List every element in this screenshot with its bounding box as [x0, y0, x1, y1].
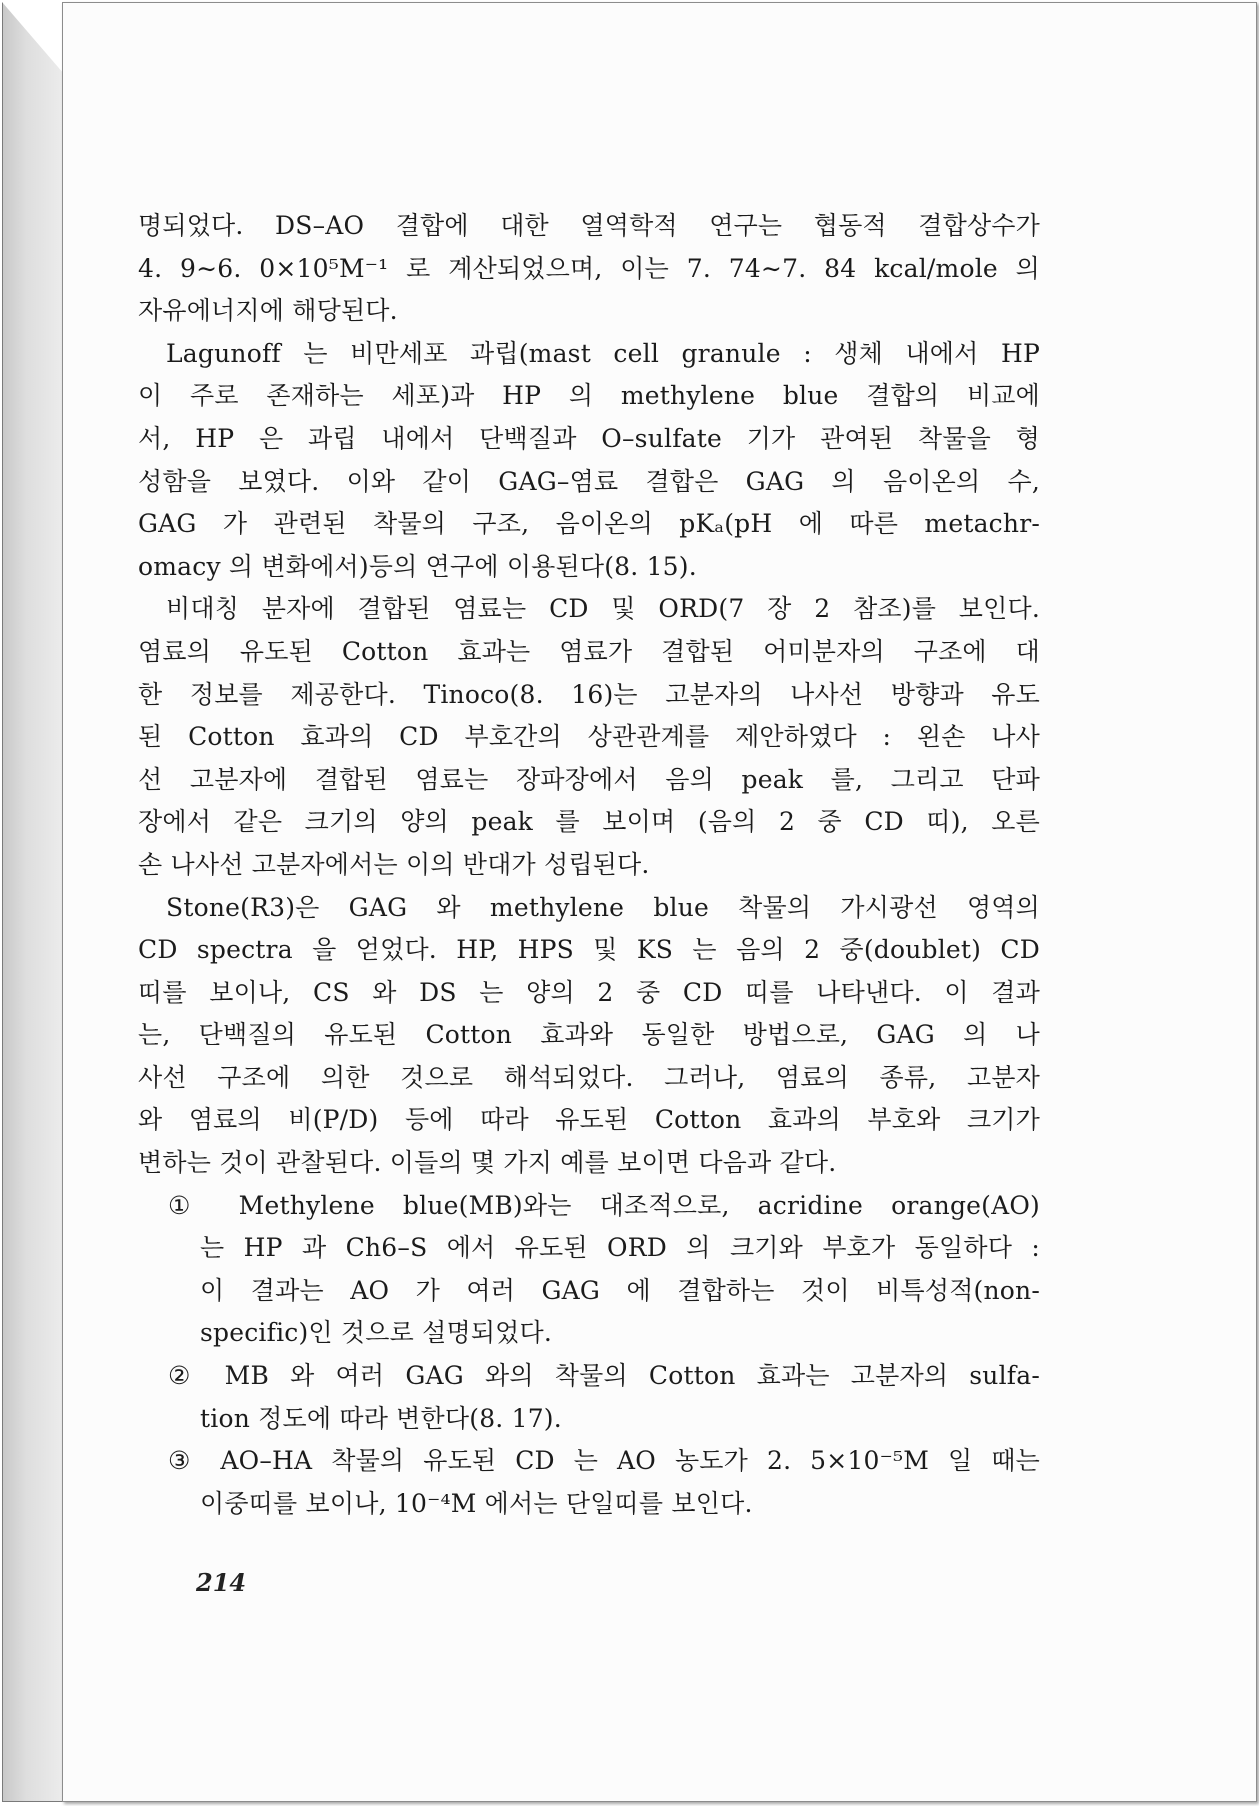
text-line: Stone(R3)은 GAG 와 methylene blue 착물의 가시광선 영역의: [166, 892, 1040, 922]
text-line: CD spectra 을 얻었다. HP, HPS 및 KS 는 음의 2 중(doublet) CD: [138, 935, 1040, 965]
page-number: 214: [196, 1568, 247, 1597]
text-line: 한 정보를 제공한다. Tinoco(8. 16)는 고분자의 나사선 방향과 유도: [138, 679, 1040, 709]
text-line: ② MB 와 여러 GAG 와의 착물의 Cotton 효과는 고분자의 sulfa-: [168, 1361, 1040, 1391]
text-line: 선 고분자에 결합된 염료는 장파장에서 음의 peak 를, 그리고 단파: [138, 764, 1040, 794]
text-line: 4. 9∼6. 0×10⁵M⁻¹ 로 계산되었으며, 이는 7. 74∼7. 84 kcal/mole 의: [138, 253, 1040, 283]
text-line: 성함을 보였다. 이와 같이 GAG–염료 결합은 GAG 의 음이온의 수,: [138, 466, 1040, 496]
text-line: 이 결과는 AO 가 여러 GAG 에 결합하는 것이 비특성적(non-: [200, 1275, 1040, 1305]
text-line: GAG 가 관련된 착물의 구조, 음이온의 pKₐ(pH 에 따른 metachr-: [138, 509, 1040, 539]
text-line: 이중띠를 보이나, 10⁻⁴M 에서는 단일띠를 보인다.: [200, 1488, 753, 1518]
text-line: Lagunoff 는 비만세포 과립(mast cell granule : 생체 내에서 HP: [166, 338, 1040, 368]
text-line: 비대칭 분자에 결합된 염료는 CD 및 ORD(7 장 2 참조)를 보인다.: [166, 594, 1040, 624]
numbered-item-1: [138, 1185, 1040, 1355]
page-text: [138, 205, 1040, 1525]
text-line: 손 나사선 고분자에서는 이의 반대가 성립된다.: [138, 849, 650, 879]
numbered-item-2: [138, 1355, 1040, 1440]
text-line: 띠를 보이나, CS 와 DS 는 양의 2 중 CD 띠를 나타낸다. 이 결과: [138, 977, 1040, 1007]
text-line: 변하는 것이 관찰된다. 이들의 몇 가지 예를 보이면 다음과 같다.: [138, 1148, 837, 1178]
text-line: 는, 단백질의 유도된 Cotton 효과와 동일한 방법으로, GAG 의 나: [138, 1020, 1040, 1050]
text-line: ③ AO–HA 착물의 유도된 CD 는 AO 농도가 2. 5×10⁻⁵M 일 때는: [168, 1446, 1040, 1476]
text-line: 자유에너지에 해당된다.: [138, 296, 398, 326]
text-line: tion 정도에 따라 변한다(8. 17).: [200, 1403, 562, 1433]
paragraph-2: [138, 333, 1040, 589]
text-line: 서, HP 은 과립 내에서 단백질과 O–sulfate 기가 관여된 착물을 형: [138, 423, 1040, 453]
paragraph-3: [138, 588, 1040, 886]
numbered-item-3: [138, 1440, 1040, 1525]
text-line: 명되었다. DS–AO 결합에 대한 열역학적 연구는 협동적 결합상수가: [138, 211, 1040, 240]
text-line: 염료의 유도된 Cotton 효과는 염료가 결합된 어미분자의 구조에 대: [138, 636, 1040, 666]
book-spine-edge: [2, 2, 64, 1802]
text-line: omacy 의 변화에서)등의 연구에 이용된다(8. 15).: [138, 551, 697, 581]
text-line: 된 Cotton 효과의 CD 부호간의 상관관계를 제안하였다 : 왼손 나사: [138, 722, 1040, 752]
text-line: specific)인 것으로 설명되었다.: [200, 1318, 553, 1348]
text-line: ① Methylene blue(MB)와는 대조적으로, acridine orange(AO): [168, 1190, 1040, 1220]
text-line: 와 염료의 비(P/D) 등에 따라 유도된 Cotton 효과의 부호와 크기가: [138, 1105, 1040, 1135]
text-line: 장에서 같은 크기의 양의 peak 를 보이며 (음의 2 중 CD 띠), 오른: [138, 807, 1040, 837]
text-line: 는 HP 과 Ch6–S 에서 유도된 ORD 의 크기와 부호가 동일하다 :: [200, 1233, 1040, 1263]
paragraph-1: [138, 205, 1040, 333]
text-line: 사선 구조에 의한 것으로 해석되었다. 그러나, 염료의 종류, 고분자: [138, 1062, 1040, 1092]
paragraph-4: [138, 887, 1040, 1185]
text-line: 이 주로 존재하는 세포)과 HP 의 methylene blue 결합의 비교에: [138, 381, 1040, 411]
